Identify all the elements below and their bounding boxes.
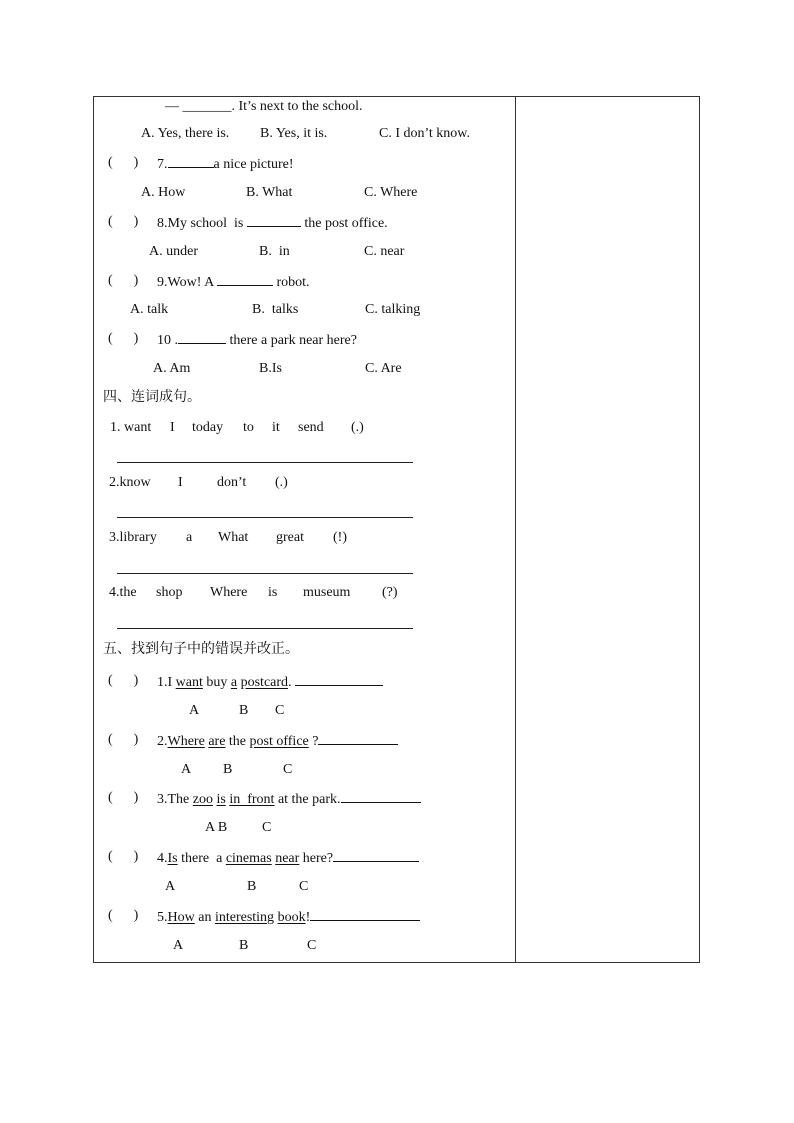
sentence4-word: 4.the — [109, 585, 137, 600]
sentence1-word: 1. want — [110, 420, 152, 435]
err5-sentence: 5.How an interesting book! — [157, 908, 420, 926]
q6-option-a: A. Yes, there is. — [141, 126, 230, 141]
q9-option-a: A. talk — [130, 302, 169, 317]
err3-sentence: 3.The zoo is in front at the park. — [157, 790, 421, 808]
err4-label-b: B — [247, 879, 257, 894]
section4-heading: 四、连词成句。 — [103, 389, 201, 405]
sentence1-word: (.) — [351, 420, 364, 435]
err2-label-b: B — [223, 762, 233, 777]
q7-option-a: A. How — [141, 185, 186, 200]
sentence1-word: today — [192, 420, 224, 435]
err3-label-c: C — [262, 820, 272, 835]
err5-label-a: A — [173, 938, 184, 953]
q7-option-b: B. What — [246, 185, 293, 200]
err5-answer-paren[interactable]: ( ) — [108, 908, 139, 923]
q8-option-c: C. near — [364, 244, 405, 259]
err2-label-c: C — [283, 762, 293, 777]
err5-label-b: B — [239, 938, 249, 953]
q10-option-b: B.Is — [259, 361, 282, 376]
err2-label-a: A — [181, 762, 192, 777]
sentence1-answer-line[interactable] — [117, 462, 413, 463]
q8-option-b: B. in — [259, 244, 290, 259]
sentence4-word: is — [268, 585, 278, 600]
sentence2-word: (.) — [275, 475, 288, 490]
sentence4-word: Where — [210, 585, 248, 600]
q10-option-a: A. Am — [153, 361, 191, 376]
q8-answer-paren[interactable]: ( ) — [108, 214, 139, 229]
sentence3-word: 3.library — [109, 530, 157, 545]
sentence2-answer-line[interactable] — [117, 517, 413, 518]
q7-answer-paren[interactable]: ( ) — [108, 155, 139, 170]
q9-option-b: B. talks — [252, 302, 299, 317]
sentence4-answer-line[interactable] — [117, 628, 413, 629]
q7-question: 7. a nice picture! — [157, 157, 294, 172]
err2-answer-paren[interactable]: ( ) — [108, 732, 139, 747]
err1-label-b: B — [239, 703, 249, 718]
sentence3-word: What — [218, 530, 249, 545]
sentence1-word: send — [298, 420, 324, 435]
err1-answer-paren[interactable]: ( ) — [108, 673, 139, 688]
err4-label-c: C — [299, 879, 309, 894]
q10-option-c: C. Are — [365, 361, 402, 376]
err3-answer-paren[interactable]: ( ) — [108, 790, 139, 805]
err4-label-a: A — [165, 879, 176, 894]
q10-question: 10 . there a park near here? — [157, 333, 357, 348]
sentence2-word: 2.know — [109, 475, 151, 490]
err1-label-c: C — [275, 703, 285, 718]
sentence1-word: to — [243, 420, 254, 435]
sentence3-word: (!) — [333, 530, 347, 545]
sentence3-word: great — [276, 530, 304, 545]
q9-option-c: C. talking — [365, 302, 421, 317]
err1-label-a: A — [189, 703, 200, 718]
sentence3-word: a — [186, 530, 193, 545]
sentence3-answer-line[interactable] — [117, 573, 413, 574]
sentence2-word: I — [178, 475, 183, 490]
err3-label-ab: A B — [205, 820, 228, 835]
q6-line: — _______. It’s next to the school. — [165, 99, 363, 114]
sentence1-word: I — [170, 420, 175, 435]
q7-option-c: C. Where — [364, 185, 418, 200]
sentence4-word: shop — [156, 585, 183, 600]
err5-label-c: C — [307, 938, 317, 953]
err4-sentence: 4.Is there a cinemas near here? — [157, 849, 419, 867]
column-divider — [515, 97, 516, 962]
q8-option-a: A. under — [149, 244, 198, 259]
err1-sentence: 1.I want buy a postcard. — [157, 673, 383, 691]
sentence4-word: (?) — [382, 585, 398, 600]
q10-answer-paren[interactable]: ( ) — [108, 331, 139, 346]
sentence2-word: don’t — [217, 475, 247, 490]
q9-answer-paren[interactable]: ( ) — [108, 273, 139, 288]
sentence1-word: it — [272, 420, 280, 435]
err4-answer-paren[interactable]: ( ) — [108, 849, 139, 864]
section5-heading: 五、找到句子中的错误并改正。 — [103, 641, 299, 657]
q9-question: 9.Wow! A robot. — [157, 275, 310, 290]
sentence4-word: museum — [303, 585, 351, 600]
q8-question: 8.My school is the post office. — [157, 216, 388, 231]
q6-option-c: C. I don’t know. — [379, 126, 470, 141]
err2-sentence: 2.Where are the post office ? — [157, 732, 398, 750]
q6-option-b: B. Yes, it is. — [260, 126, 328, 141]
